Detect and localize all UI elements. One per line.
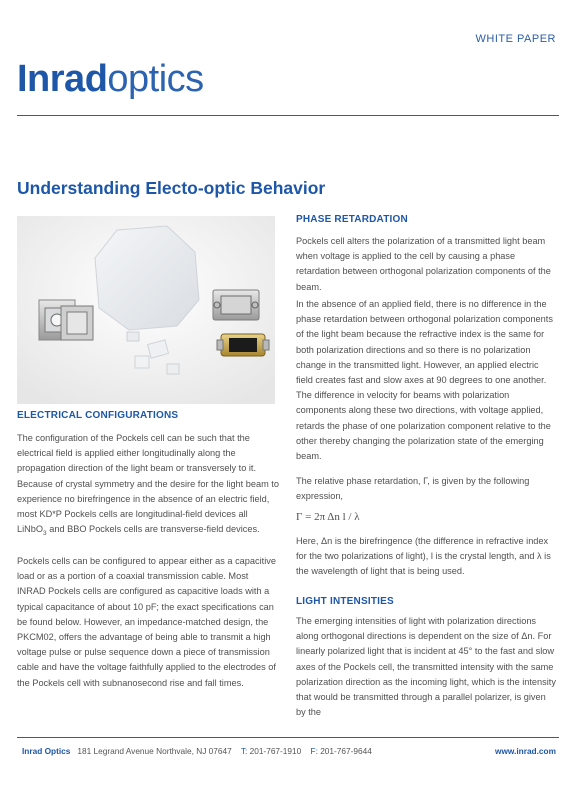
octagon-crystal [95, 226, 199, 330]
paragraph-text: and BBO Pockels cells are transverse-field devices. [46, 524, 260, 535]
pockels-cell-gold [217, 334, 269, 356]
light-intensities-paragraph: The emerging intensities of light with polarization directions along orthogonal directions is dependent on the size of Δn. For linearly polarized light that is incident at 45° to the fast and slow axes of the Pockels cell, the transmitted intensity with the same polarization direction as the incoming light, which is the intensity that would be transmitted through a parallel polarizer, is given by the [296, 616, 556, 718]
retardation-formula: Γ = 2π Δn l / λ [296, 511, 360, 523]
logo-wordmark-light: optics [107, 58, 204, 100]
electrical-configurations-paragraph-1 [17, 431, 279, 541]
footer-website-link[interactable]: www.inrad.com [494, 746, 556, 756]
footer-address: 181 Legrand Avenue Northvale, NJ 07647 [77, 746, 232, 756]
section-heading-light-intensities: LIGHT INTENSITIES [296, 596, 394, 607]
small-crystal [167, 364, 179, 374]
phase-retardation-paragraph-4: Here, Δn is the birefringence (the difference in refractive index for the two polarizations of light), l is the crystal length, and λ is the wavelength of light that is being used. [296, 536, 551, 577]
footer-company: Inrad Optics [22, 746, 71, 756]
inrad-optics-logo [17, 60, 204, 98]
footer-divider [17, 737, 559, 738]
phase-retardation-paragraph-2: In the absence of an applied field, there is no difference in the phase retardation between orthogonal polarization components of the light beam because the refractive index is the same for both polarization directions and so there is no polarization change in the transmitted light. However, an applied electric field creates fast and slow axes at 90 degrees to one another. The difference in velocity for beams with polarization components along these two directions, with voltage applied, retards the phase of one polarization component relative to the other thereby changing the polarization state of the emerging beam. [296, 299, 553, 462]
pockels-cell-transverse [213, 290, 259, 320]
subscript-3: 3 [43, 530, 47, 538]
small-crystal [127, 332, 139, 341]
paragraph-text: The configuration of the Pockels cell can be such that the electrical field is applied either longitudinally along the propagation direction of the light beam or transversely to it. Because of crystal symmetry and the desire for the light beam to experience no birefringence in the absence of an electric field, most KD*P Pockels cells are longitudinal-field devices all LiNbO [17, 433, 279, 535]
pockels-cells-photo [17, 216, 275, 404]
footer-tel-label: T: [240, 746, 248, 756]
small-crystal [135, 356, 149, 368]
phase-retardation-paragraph-3: The relative phase retardation, Γ, is given by the following expression, [296, 476, 530, 502]
electrical-configurations-paragraph-2: Pockels cells can be configured to appear either as a capacitive load or as a portion of a coaxial transmission cable. Most INRAD Pockels cells are configured as capacitive loads with a typical capacitance of about 10 pF; the exact specifications can be found below. However, an impedance-matched design, the PKCM02, offers the advantage of being able to transmit a high voltage pulse or pulse sequence down a piece of transmission cable and have the voltage faithfully applied to the electrodes of the Pockels cell with subnanosecond rise and fall times. [17, 556, 276, 688]
pockels-cell-cube [39, 300, 93, 340]
logo-wordmark-bold: Inrad [17, 58, 108, 100]
section-heading-electrical-configurations: ELECTRICAL CONFIGURATIONS [17, 410, 179, 421]
section-heading-phase-retardation: PHASE RETARDATION [296, 214, 408, 225]
footer-tel: 201-767-1910 [249, 746, 302, 756]
document-type-label: WHITE PAPER [475, 33, 556, 45]
phase-retardation-paragraph-1: Pockels cell alters the polarization of a transmitted light beam when voltage is applied to the cell by causing a phase retardation between orthogonal polarization components of the beam. [296, 236, 551, 292]
footer-contact [22, 746, 372, 756]
page-title: Understanding Electo-optic Behavior [17, 178, 326, 198]
footer-fax: 201-767-9644 [320, 746, 372, 756]
header-divider [17, 115, 559, 116]
product-illustration [17, 216, 275, 404]
footer-fax-label: F: [310, 746, 318, 756]
